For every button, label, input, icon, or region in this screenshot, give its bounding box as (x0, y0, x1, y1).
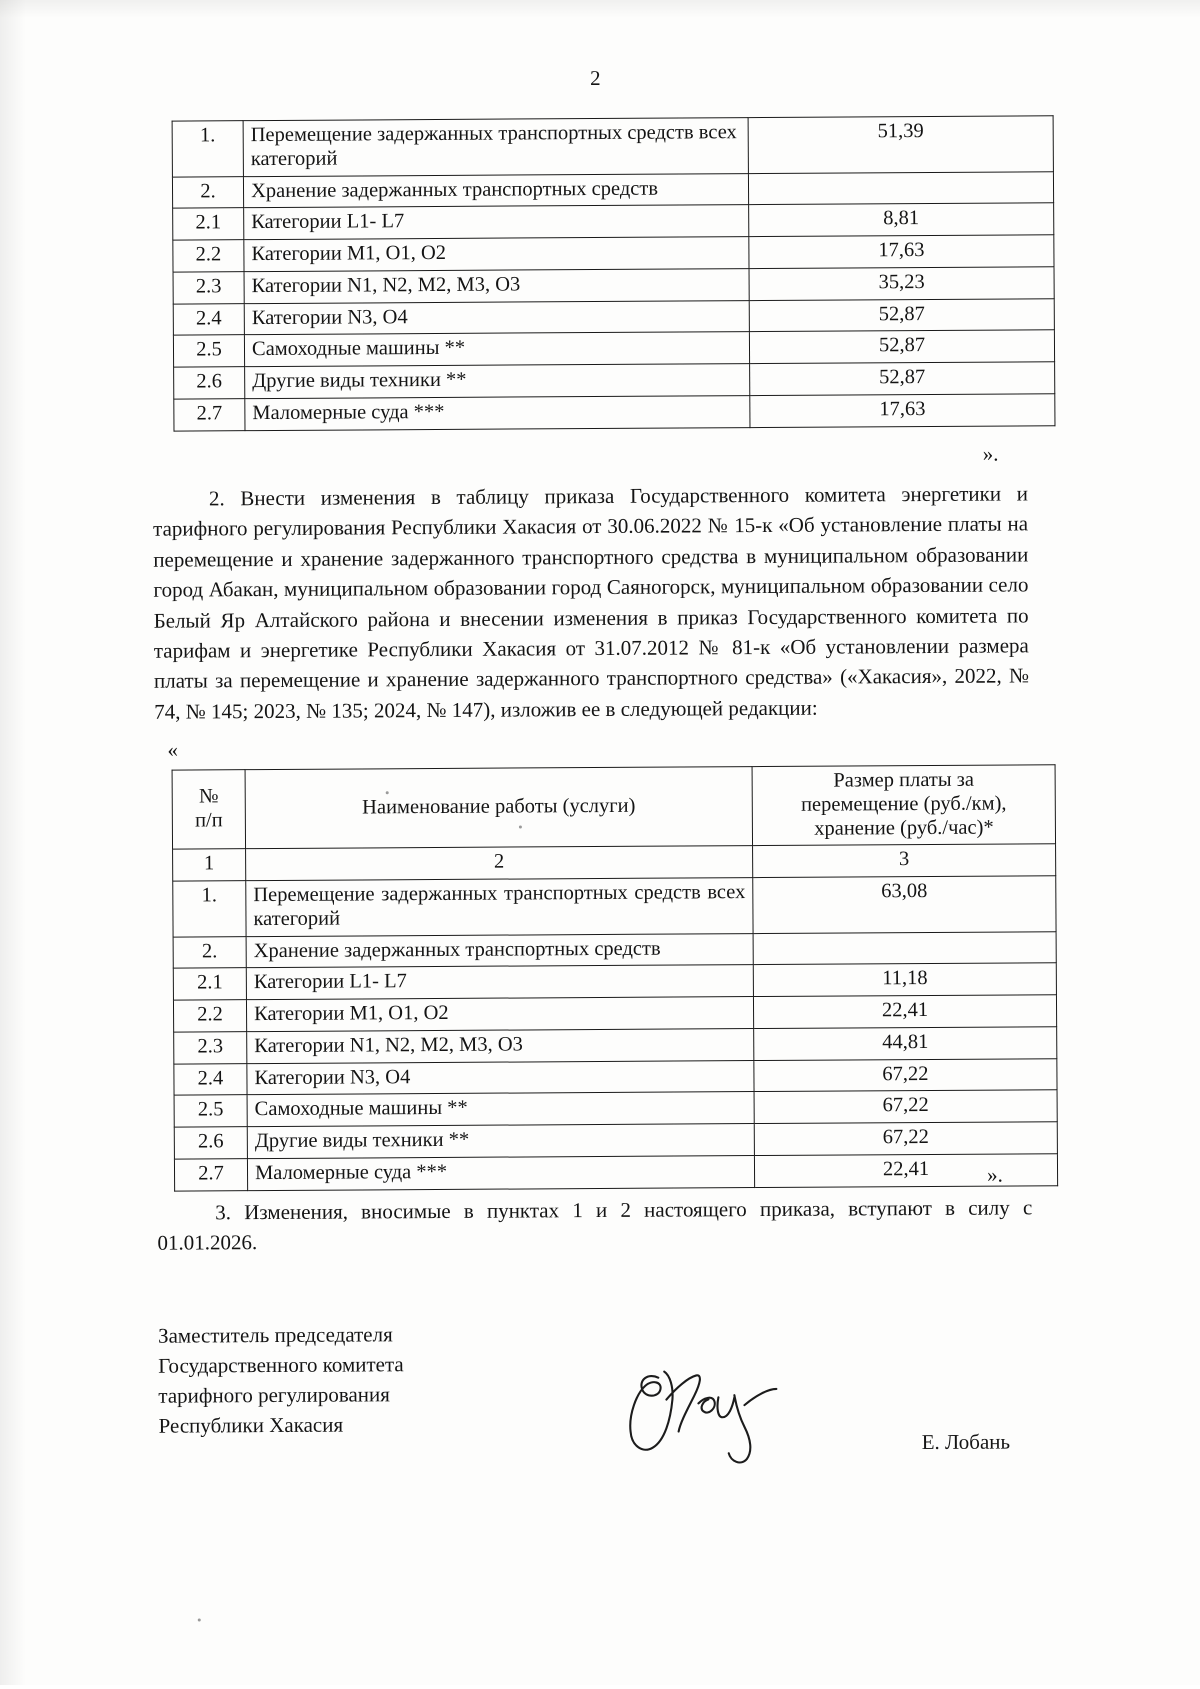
row-value: 22,41 (754, 1154, 1057, 1188)
row-number: 1. (172, 121, 243, 177)
row-number: 2.4 (174, 1063, 247, 1095)
row-name: Хранение задержанных транспортных средств (246, 933, 753, 968)
row-value: 51,39 (748, 116, 1053, 173)
row-name: Перемещение задержанных транспортных средств всех категорий (246, 878, 753, 937)
row-name: Самоходные машины ** (247, 1092, 754, 1127)
signatory-title-line-1: Заместитель председателя (157, 1322, 393, 1348)
row-name: Категории М1, О1, О2 (244, 237, 749, 272)
header-number-line-1: № (198, 785, 219, 808)
signatory-name: Е. Лобань (921, 1429, 1011, 1455)
table-row (173, 267, 1054, 304)
row-name: Хранение задержанных транспортных средств (243, 173, 748, 208)
row-name: Категории М1, О1, О2 (246, 997, 753, 1032)
scan-artifact-dot (386, 791, 389, 794)
row-number: 1. (173, 881, 246, 937)
table-row (173, 876, 1056, 937)
row-number: 2.6 (174, 1127, 247, 1159)
closing-quote-table-two: ». (986, 1162, 1003, 1187)
row-value: 67,22 (754, 1122, 1057, 1156)
row-name: Перемещение задержанных транспортных средств всех категорий (243, 118, 748, 177)
row-value: 52,87 (750, 362, 1055, 396)
row-number: 2.5 (173, 335, 244, 367)
row-number: 2.6 (174, 367, 245, 399)
header-value-line-3: хранение (руб./час)* (814, 816, 994, 840)
table-row (173, 235, 1054, 272)
table-row (172, 171, 1053, 208)
row-value: 11,18 (753, 963, 1056, 997)
row-number: 2.2 (173, 240, 244, 272)
table-row (172, 116, 1053, 177)
closing-quote-table-one: ». (982, 441, 999, 466)
handwritten-signature-icon (618, 1359, 829, 1470)
header-cell-name: Наименование работы (услуги) (245, 767, 752, 849)
column-index-1: 1 (173, 849, 246, 881)
row-name: Категории N3, O4 (247, 1060, 754, 1095)
row-value (748, 171, 1053, 205)
row-value: 63,08 (753, 876, 1056, 933)
header-value-line-2: перемещение (руб./км), (800, 792, 1007, 816)
row-number: 2.7 (174, 399, 245, 431)
row-value: 52,87 (749, 298, 1054, 332)
row-value: 8,81 (749, 203, 1054, 237)
row-number: 2.4 (173, 303, 244, 335)
header-cell-number (172, 770, 245, 850)
row-value: 17,63 (749, 235, 1054, 269)
page-number: 2 (590, 65, 601, 91)
row-name: Маломерные суда *** (245, 395, 750, 430)
tariff-table-one-wrapper (172, 115, 1056, 431)
tariff-table-one (172, 115, 1056, 431)
scan-artifact-dot (198, 1618, 201, 1621)
row-value: 67,22 (754, 1058, 1057, 1092)
row-number: 2.2 (173, 1000, 246, 1032)
row-number: 2.7 (174, 1159, 247, 1191)
row-number: 2.3 (174, 1032, 247, 1064)
row-value: 44,81 (754, 1027, 1057, 1061)
row-name: Маломерные суда *** (247, 1156, 754, 1191)
row-number: 2.1 (173, 968, 246, 1000)
row-value: 22,41 (753, 995, 1056, 1029)
row-number: 2. (173, 936, 246, 968)
header-number-line-2: п/п (194, 808, 223, 832)
header-cell-value (752, 765, 1055, 846)
table-row (174, 1154, 1057, 1191)
tariff-table-two (172, 764, 1059, 1191)
table-row (173, 298, 1054, 335)
row-number: 2.5 (174, 1095, 247, 1127)
row-name: Категории N3, O4 (244, 300, 749, 335)
opening-quote-table-two: « (167, 737, 179, 762)
tariff-table-two-wrapper (172, 764, 1059, 1191)
row-name: Другие виды техники ** (245, 364, 750, 399)
header-value-line-1: Размер платы за (833, 768, 974, 792)
row-value: 67,22 (754, 1090, 1057, 1124)
row-name: Категории L1- L7 (246, 965, 753, 1000)
paragraph-item-3: 3. Изменения, вносимые в пунктах 1 и 2 настоящего приказа, вступают в силу с 01.01.2026. (157, 1195, 1033, 1256)
row-value: 52,87 (749, 330, 1054, 364)
row-number: 2. (172, 176, 243, 208)
table-header-row (172, 765, 1055, 850)
scan-artifact-dot (519, 825, 522, 828)
signatory-title-line-2: Государственного комитета (158, 1352, 404, 1378)
row-value (753, 931, 1056, 965)
table-row (173, 203, 1054, 240)
paragraph-item-2: 2. Внести изменения в таблицу приказа Государственного комитета энергетики и тарифного регулирования Республики Хакасия от 30.06.2022 № 15-к «Об установление платы на перемещение и хранение задержанного транспортного средства в муниципальном образовании город Абакан, муниципальном образовании город Саяногорск, муниципальном образовании село Белый Яр Алтайского района и внесении изменения в приказ Государственного комитета по тарифам и энергетике Республики Хакасия от 31.07.2012 № 81-к «Об установлении размера платы за перемещение и хранение задержанного транспортного средства» («Хакасия», 2022, № 74, № 145; 2023, № 135; 2024, № 147), изложив ее в следующей редакции: (153, 481, 1030, 724)
row-name: Категории N1, N2, M2, M3, O3 (244, 268, 749, 303)
column-index-3: 3 (753, 844, 1056, 878)
signatory-title-line-3: тарифного регулирования (158, 1382, 390, 1408)
row-number: 2.1 (173, 208, 244, 240)
signatory-title-line-4: Республики Хакасия (158, 1412, 344, 1438)
row-value: 35,23 (749, 267, 1054, 301)
row-name: Категории N1, N2, M2, M3, O3 (247, 1028, 754, 1063)
signatory-title-block (158, 1319, 404, 1440)
row-name: Категории L1- L7 (244, 205, 749, 240)
row-value: 17,63 (750, 394, 1055, 428)
column-index-2: 2 (246, 846, 753, 881)
row-name: Самоходные машины ** (244, 332, 749, 367)
row-number: 2.3 (173, 271, 244, 303)
row-name: Другие виды техники ** (247, 1124, 754, 1159)
table-row (174, 394, 1055, 431)
